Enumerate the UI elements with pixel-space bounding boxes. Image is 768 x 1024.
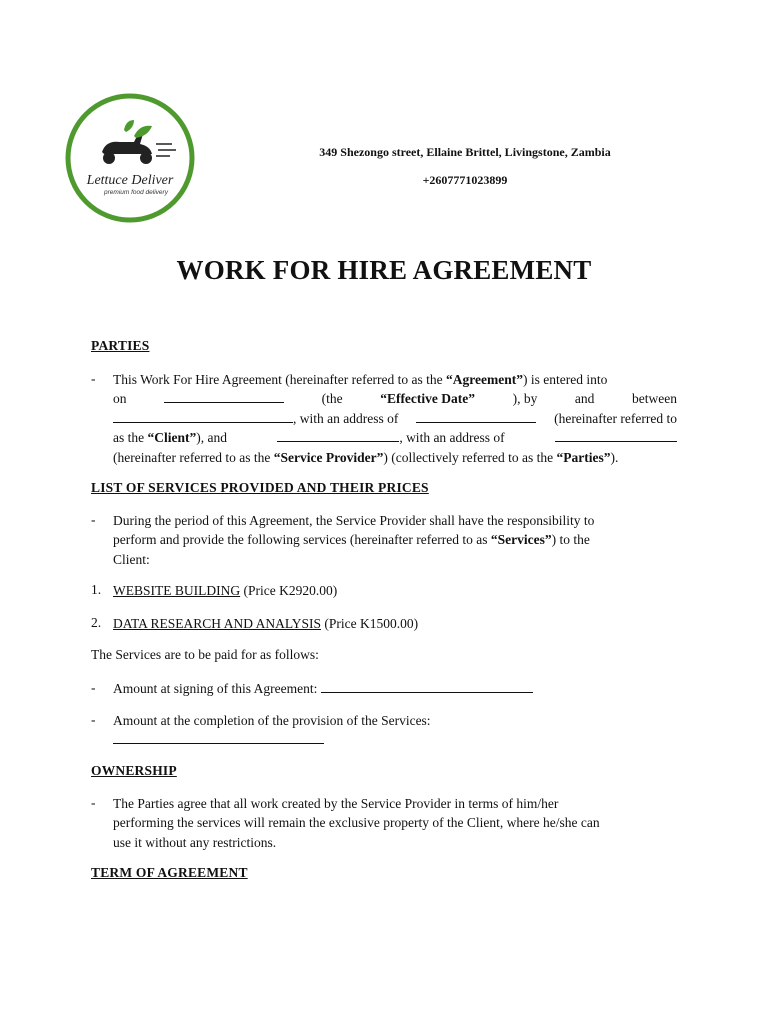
bullet-dash: - <box>91 795 96 810</box>
client-address-blank <box>416 410 536 423</box>
payment-completion: Amount at the completion of the provision of the Services: <box>113 711 677 750</box>
provider-name-blank <box>277 429 399 442</box>
document-title: WORK FOR HIRE AGREEMENT <box>176 255 592 285</box>
effective-date-blank <box>164 390 284 403</box>
service-item-number: 1. <box>91 582 102 597</box>
company-address: 349 Shezongo street, Ellaine Brittel, Livingstone, Zambia <box>319 145 611 159</box>
client-name-blank <box>113 410 293 423</box>
bullet-dash: - <box>91 512 96 527</box>
term-heading: TERM OF AGREEMENT <box>91 865 248 880</box>
company-logo <box>64 92 196 224</box>
completion-amount-blank <box>113 731 324 744</box>
bullet-dash: - <box>91 371 96 386</box>
service-item: DATA RESEARCH AND ANALYSIS (Price K1500.00) <box>113 616 419 631</box>
payment-intro: The Services are to be paid for as follows: <box>91 647 319 662</box>
service-item-number: 2. <box>91 615 102 630</box>
parties-heading: PARTIES <box>91 338 150 353</box>
services-intro: During the period of this Agreement, the Service Provider shall have the responsibility to perform and provide the following services (hereinafter referred to as “Services”) to the Client: <box>113 513 595 567</box>
ownership-paragraph: The Parties agree that all work created by the Service Provider in terms of him/her performing the services will remain the exclusive property of the Client, where he/she can use it without any restrictions. <box>113 796 600 850</box>
service-item: WEBSITE BUILDING (Price K2920.00) <box>113 583 338 598</box>
logo-brand: Lettuce Deliver <box>86 173 174 188</box>
ownership-heading: OWNERSHIP <box>91 763 177 778</box>
company-phone: +2607771023899 <box>422 173 508 187</box>
parties-paragraph: This Work For Hire Agreement (hereinafter referred to as the “Agreement”) is entered into on (the “Effective Date” ), by and between , with an address of (hereinafter referred to as the “Client”), and , with an address of (hereinafter referred to as the “Service Provider”) (collectively referred to as the “Parties”). <box>113 372 677 465</box>
services-heading: LIST OF SERVICES PROVIDED AND THEIR PRICES <box>91 480 429 495</box>
bullet-dash: - <box>91 712 96 727</box>
signing-amount-blank <box>321 680 533 693</box>
bullet-dash: - <box>91 680 96 695</box>
provider-address-blank <box>555 429 677 442</box>
payment-signing: Amount at signing of this Agreement: <box>113 679 677 698</box>
logo-tagline: premium food delivery <box>104 189 168 196</box>
